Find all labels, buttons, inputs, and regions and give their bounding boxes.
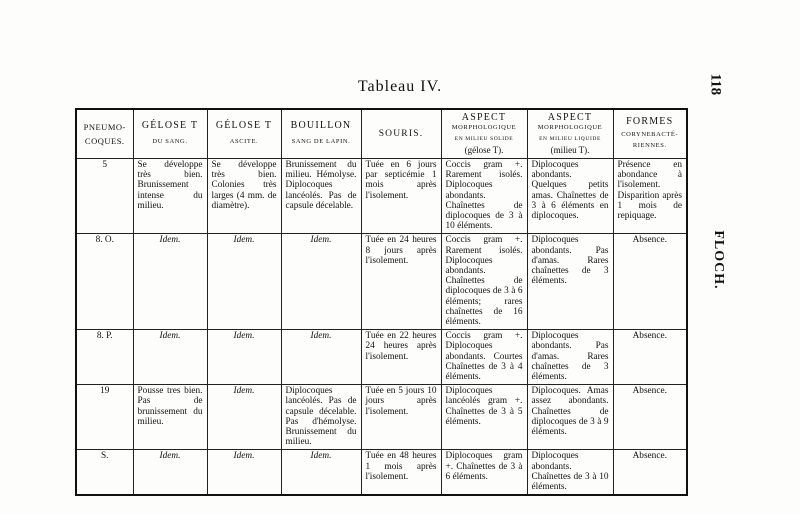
cell-aspect-liquide: Diplocoques abondants. Chaînettes de 3 à 10 éléments. xyxy=(527,450,613,495)
row-id: 19 xyxy=(76,385,133,450)
cell-formes: Absence. xyxy=(613,330,687,385)
cell-souris: Tuée en 5 jours 10 jours après l'isolement. xyxy=(361,385,441,450)
cell-gelose-sang: Se développe très bien. Brunissement intense du milieu. xyxy=(133,159,207,234)
cell-aspect-liquide: Diplocoques. Amas assez abondants. Chaînettes de diplocoques de 3 à 9 éléments. xyxy=(527,385,613,450)
cell-souris: Tuée en 24 heures 8 jours après l'isolement. xyxy=(361,234,441,330)
cell-formes: Absence. xyxy=(613,450,687,495)
cell-bouillon: Idem. xyxy=(281,330,361,385)
cell-aspect-solide: Coccis gram +. Rarement isolés. Diplocoques abondants. Chaînettes de diplocoques de 3 à 10 éléments. xyxy=(441,159,527,234)
cell-formes: Absence. xyxy=(613,234,687,330)
page-title: Tableau IV. xyxy=(357,78,443,95)
table-row xyxy=(76,330,687,385)
cell-gelose-sang: Idem. xyxy=(133,450,207,495)
header-gelose-sang: GÉLOSE T DU SANG. xyxy=(133,109,207,159)
cell-aspect-solide: Coccis gram +. Rarement isolés. Diplocoques abondants. Chaînettes de diplocoques de 3 à 6 éléments; rares chaînettes de 16 éléments. xyxy=(441,234,527,330)
cell-aspect-liquide: Diplocoques abondants. Quelques petits amas. Chaînettes de 3 à 6 éléments en diplocoques. xyxy=(527,159,613,234)
header-aspect-solide: ASPECT MORPHOLOGIQUE EN MILIEU SOLIDE (gélose T). xyxy=(441,109,527,159)
cell-formes: Présence en abondance à l'isolement. Disparition après 1 mois de repiquage. xyxy=(613,159,687,234)
cell-aspect-liquide: Diplocoques abondants. Pas d'amas. Rares chaînettes de 3 éléments. xyxy=(527,234,613,330)
cell-souris: Tuée en 48 heures 1 mois après l'isolement. xyxy=(361,450,441,495)
cell-gelose-ascite: Idem. xyxy=(207,450,281,495)
cell-gelose-ascite: Idem. xyxy=(207,330,281,385)
cell-souris: Tuée en 6 jours par septicémie 1 mois après l'isolement. xyxy=(361,159,441,234)
table-row xyxy=(76,234,687,330)
results-table xyxy=(75,108,688,496)
row-id: 8. O. xyxy=(76,234,133,330)
cell-bouillon: Idem. xyxy=(281,234,361,330)
cell-bouillon: Idem. xyxy=(281,450,361,495)
header-row xyxy=(76,109,687,159)
cell-gelose-ascite: Se développe très bien. Colonies très larges (4 mm. de diamètre). xyxy=(207,159,281,234)
table-row xyxy=(76,159,687,234)
cell-bouillon: Diplocoques lancéolés. Pas de capsule décelable. Pas d'hémolyse. Brunissement du milieu. xyxy=(281,385,361,450)
header-pneumocoques: PNEUMO- COQUES. xyxy=(76,109,133,159)
table-row xyxy=(76,450,687,495)
header-gelose-ascite: GÉLOSE T ASCITE. xyxy=(207,109,281,159)
header-aspect-liquide: ASPECT MORPHOLOGIQUE EN MILIEU LIQUIDE (milieu T). xyxy=(527,109,613,159)
cell-bouillon: Brunissement du milieu. Hémolyse. Diplocoques lancéolés. Pas de capsule décelable. xyxy=(281,159,361,234)
cell-souris: Tuée en 22 heures 24 heures après l'isolement. xyxy=(361,330,441,385)
cell-formes: Absence. xyxy=(613,385,687,450)
cell-gelose-ascite: Idem. xyxy=(207,385,281,450)
header-bouillon: BOUILLON SANG DE LAPIN. xyxy=(281,109,361,159)
cell-aspect-solide: Diplocoques lancéolés gram +. Chaînettes de 3 à 5 éléments. xyxy=(441,385,527,450)
page-number: 118 xyxy=(707,73,724,96)
cell-gelose-ascite: Idem. xyxy=(207,234,281,330)
row-id: 5 xyxy=(76,159,133,234)
cell-aspect-liquide: Diplocoques abondants. Pas d'amas. Rares chaînettes de 3 éléments. xyxy=(527,330,613,385)
cell-gelose-sang: Idem. xyxy=(133,330,207,385)
header-souris: SOURIS. xyxy=(361,109,441,159)
running-head: FLOCH. xyxy=(711,230,726,290)
table-row xyxy=(76,385,687,450)
row-id: S. xyxy=(76,450,133,495)
cell-gelose-sang: Pousse tres bien. Pas de brunissement du milieu. xyxy=(133,385,207,450)
row-id: 8. P. xyxy=(76,330,133,385)
cell-aspect-solide: Diplocoques gram +. Chaînettes de 3 à 6 éléments. xyxy=(441,450,527,495)
cell-aspect-solide: Coccis gram +. Diplocoques abondants. Courtes Chaînettes de 3 à 4 éléments. xyxy=(441,330,527,385)
cell-gelose-sang: Idem. xyxy=(133,234,207,330)
header-formes: FORMES CORYNEBACTÉ- RIENNES. xyxy=(613,109,687,159)
